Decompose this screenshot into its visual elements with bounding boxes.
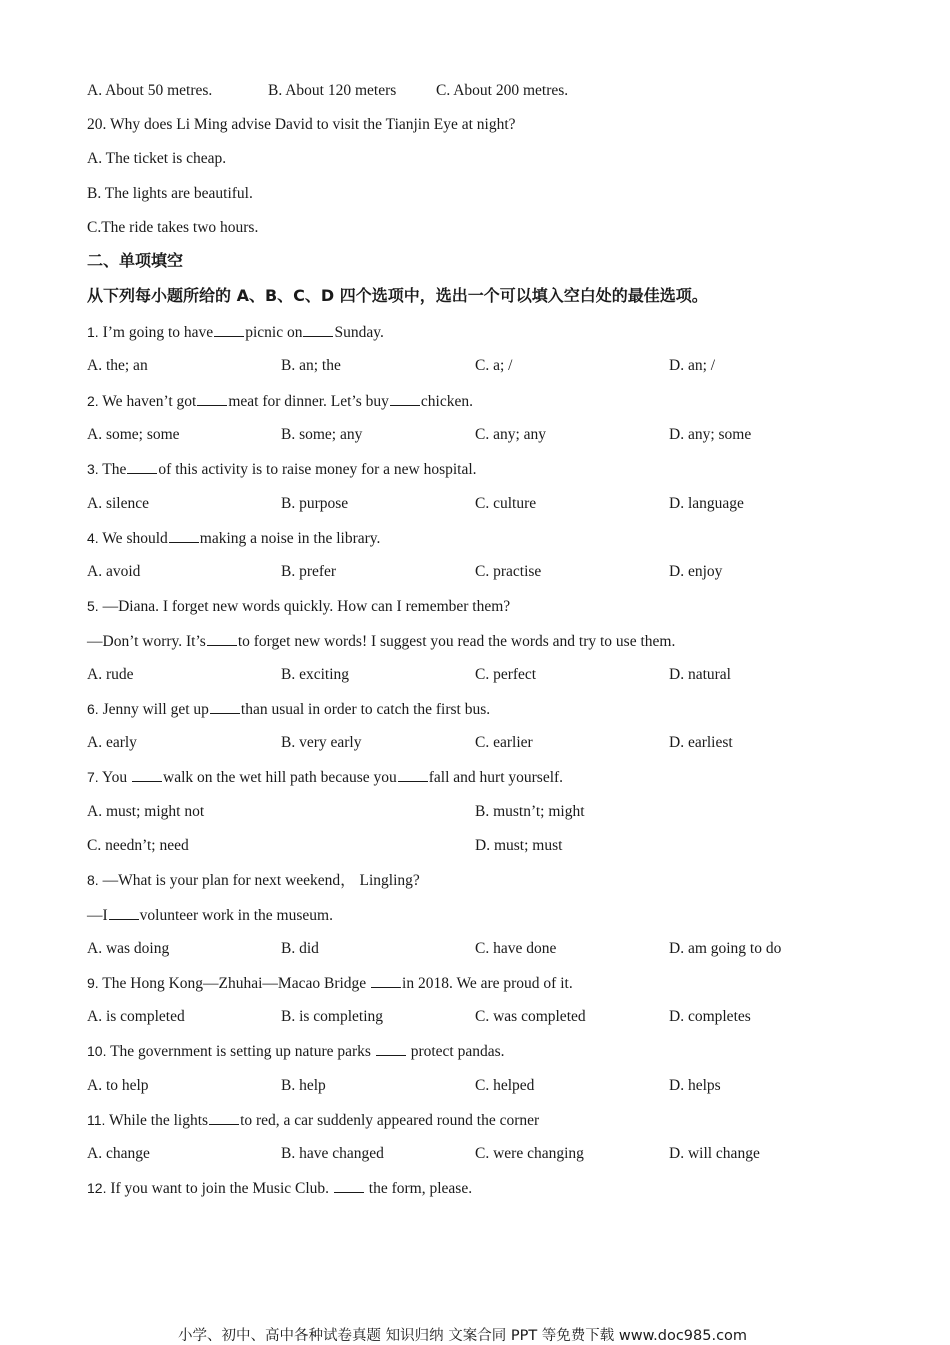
answer-blank (210, 699, 240, 714)
question-4-option-c: C. practise (475, 563, 542, 580)
answer-blank (169, 528, 199, 543)
question-10-option-d: D. helps (669, 1077, 721, 1094)
answer-blank (371, 973, 401, 988)
question-4-option-b: B. prefer (281, 563, 337, 580)
question-6: 6. Jenny will get up than usual in order to catch the first bus. (87, 701, 491, 718)
question-1-option-a: A. the; an (87, 357, 148, 374)
question-11-option-a: A. change (87, 1145, 150, 1162)
answer-blank (209, 1110, 239, 1125)
answer-blank (132, 767, 162, 782)
answer-blank (303, 322, 333, 337)
question-20-option-c: C.The ride takes two hours. (87, 219, 259, 236)
question-3-option-a: A. silence (87, 495, 149, 512)
option-c: C. About 200 metres. (436, 82, 569, 99)
answer-blank (376, 1041, 406, 1056)
question-5: 5. —Diana. I forget new words quickly. How can I remember them? (87, 598, 511, 615)
option-b: B. About 120 meters (268, 82, 397, 99)
question-6-option-b: B. very early (281, 734, 362, 751)
question-7-option-a: A. must; might not (87, 803, 205, 820)
question-10-option-c: C. helped (475, 1077, 535, 1094)
question-6-option-d: D. earliest (669, 734, 733, 751)
section-heading: 二、单项填空 (87, 251, 184, 270)
question-5-option-a: A. rude (87, 666, 134, 683)
question-7: 7. You walk on the wet hill path because you fall and hurt yourself. (87, 769, 564, 786)
answer-blank (207, 631, 237, 646)
question-8-option-a: A. was doing (87, 940, 170, 957)
question-4-option-a: A. avoid (87, 563, 141, 580)
question-2-option-c: C. any; any (475, 426, 547, 443)
question-9-option-b: B. is completing (281, 1008, 384, 1025)
question-5-line-2: —Don’t worry. It’s to forget new words! I suggest you read the words and try to use them. (87, 633, 676, 650)
answer-blank (109, 905, 139, 920)
question-8-option-b: B. did (281, 940, 319, 957)
question-5-option-c: C. perfect (475, 666, 537, 683)
question-1-option-b: B. an; the (281, 357, 341, 374)
question-9-option-c: C. was completed (475, 1008, 586, 1025)
question-8-option-d: D. am going to do (669, 940, 782, 957)
question-11-option-d: D. will change (669, 1145, 760, 1162)
question-2-option-a: A. some; some (87, 426, 180, 443)
question-3-option-d: D. language (669, 495, 744, 512)
question-11-option-c: C. were changing (475, 1145, 584, 1162)
question-9-option-d: D. completes (669, 1008, 751, 1025)
answer-blank (214, 322, 244, 337)
question-20-option-a: A. The ticket is cheap. (87, 150, 227, 167)
question-20-stem: 20. Why does Li Ming advise David to visit the Tianjin Eye at night? (87, 116, 516, 133)
page-footer: 小学、初中、高中各种试卷真题 知识归纳 文案合同 PPT 等免费下载 www.doc985.com (178, 1328, 748, 1344)
question-5-option-b: B. exciting (281, 666, 350, 683)
answer-blank (390, 391, 420, 406)
question-9-option-a: A. is completed (87, 1008, 185, 1025)
option-a: A. About 50 metres. (87, 82, 213, 99)
question-3-option-b: B. purpose (281, 495, 349, 512)
question-6-option-c: C. earlier (475, 734, 533, 751)
question-9: 9. The Hong Kong—Zhuhai—Macao Bridge in 2018. We are proud of it. (87, 975, 573, 992)
question-1-option-d: D. an; / (669, 357, 716, 374)
question-3: 3. The of this activity is to raise money for a new hospital. (87, 461, 477, 478)
question-2: 2. We haven’t got meat for dinner. Let’s buy chicken. (87, 393, 473, 410)
question-12: 12. If you want to join the Music Club. the form, please. (87, 1180, 473, 1197)
answer-blank (197, 391, 227, 406)
question-1-option-c: C. a; / (475, 357, 513, 374)
question-1: 1. I’m going to have picnic on Sunday. (87, 324, 384, 341)
question-3-option-c: C. culture (475, 495, 537, 512)
question-11-option-b: B. have changed (281, 1145, 384, 1162)
question-7-option-d: D. must; must (475, 837, 563, 854)
section-instruction: 从下列每小题所给的 A、B、C、D 四个选项中，选出一个可以填入空白处的最佳选项。 (87, 286, 708, 305)
question-7-option-c: C. needn’t; need (87, 837, 189, 854)
question-10: 10. The government is setting up nature parks protect pandas. (87, 1043, 505, 1060)
question-20-option-b: B. The lights are beautiful. (87, 185, 253, 202)
answer-blank (398, 767, 428, 782)
question-7-option-b: B. mustn’t; might (475, 803, 585, 820)
question-8-option-c: C. have done (475, 940, 557, 957)
question-10-option-a: A. to help (87, 1077, 149, 1094)
question-10-option-b: B. help (281, 1077, 326, 1094)
question-11: 11. While the lights to red, a car suddenly appeared round the corner (87, 1112, 540, 1129)
question-4-option-d: D. enjoy (669, 563, 723, 580)
question-8-line-2: —I volunteer work in the museum. (87, 907, 333, 924)
question-8: 8. —What is your plan for next weekend， Lingling? (87, 872, 420, 889)
question-5-option-d: D. natural (669, 666, 731, 683)
prev-question-options (87, 81, 212, 101)
answer-blank (334, 1178, 364, 1193)
answer-blank (127, 459, 157, 474)
question-4: 4. We should making a noise in the library. (87, 530, 381, 547)
question-2-option-b: B. some; any (281, 426, 363, 443)
question-2-option-d: D. any; some (669, 426, 752, 443)
question-6-option-a: A. early (87, 734, 137, 751)
